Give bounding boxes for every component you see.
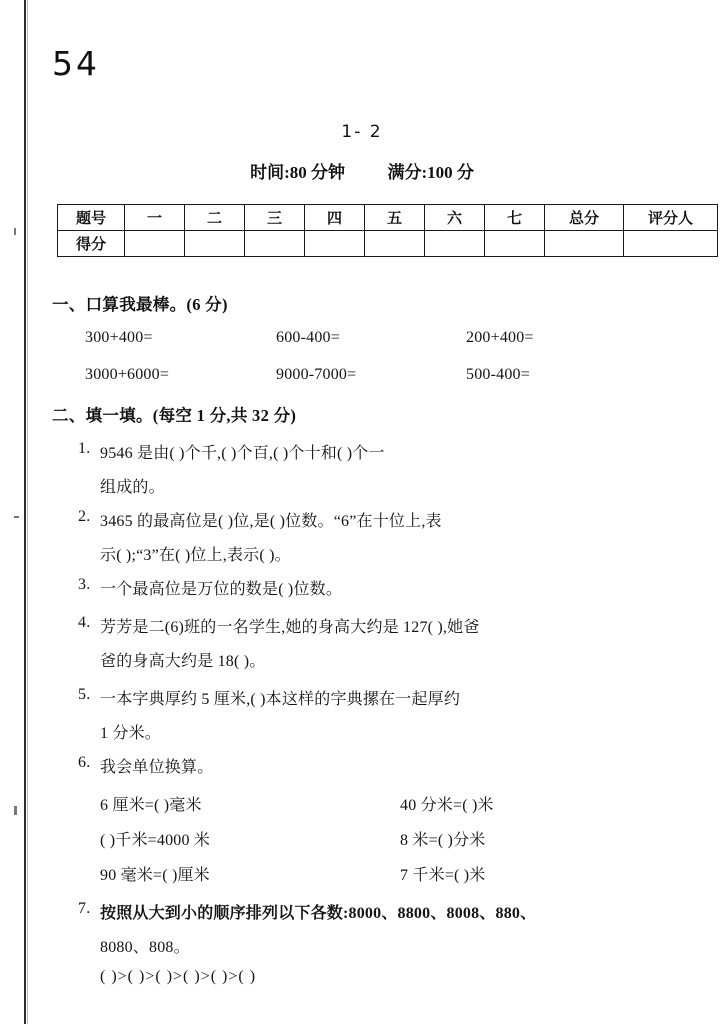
scan-binding-edge-shadow xyxy=(27,0,28,1024)
time-label: 时间:80 分钟 xyxy=(250,163,345,182)
question-1-number: 1. xyxy=(78,440,91,457)
question-7-number: 7. xyxy=(78,900,91,917)
question-6-line-1: 我会单位换算。 xyxy=(100,759,214,776)
full-score-label: 满分:100 分 xyxy=(387,163,474,182)
question-7-line-1: 按照从大到小的顺序排列以下各数:8000、8800、8008、880、 xyxy=(100,905,537,922)
section-heading-1: 一、口算我最棒。(6 分) xyxy=(52,295,228,314)
exam-meta xyxy=(0,158,724,183)
question-1-line-1: 9546 是由( )个千,( )个百,( )个十和( )个一 xyxy=(100,445,385,462)
section-heading-2: 二、填一填。(每空 1 分,共 32 分) xyxy=(52,406,297,425)
scan-speck xyxy=(14,516,19,518)
conversion-1-left: 6 厘米=( )毫米 xyxy=(100,797,202,814)
score-table-col-5: 五 xyxy=(365,205,425,231)
score-table-col-6: 六 xyxy=(425,205,485,231)
conversion-1-right: 40 分米=( )米 xyxy=(400,797,494,814)
question-2-line-2: 示( );“3”在( )位上,表示( )。 xyxy=(100,547,291,564)
score-cell-4[interactable] xyxy=(305,231,365,257)
question-6-number: 6. xyxy=(78,754,91,771)
score-cell-7[interactable] xyxy=(485,231,545,257)
conversion-3-right: 7 千米=( )米 xyxy=(400,867,486,884)
question-5-line-1: 一本字典厚约 5 厘米,( )本这样的字典摞在一起厚约 xyxy=(100,691,461,708)
question-2-number: 2. xyxy=(78,508,91,525)
score-table-score-row xyxy=(58,231,718,257)
score-table-col-4: 四 xyxy=(305,205,365,231)
score-table-row-label: 得分 xyxy=(58,231,125,257)
question-5-line-2: 1 分米。 xyxy=(100,725,162,742)
score-table-col-rater: 评分人 xyxy=(624,205,718,231)
page-number: 54 xyxy=(52,44,100,83)
score-cell-3[interactable] xyxy=(245,231,305,257)
oral-calc-2-3: 500-400= xyxy=(466,366,530,383)
scan-binding-edge xyxy=(24,0,26,1024)
question-5-number: 5. xyxy=(78,686,91,703)
oral-calc-1-2: 600-400= xyxy=(276,329,340,346)
score-cell-1[interactable] xyxy=(125,231,185,257)
score-table-col-7: 七 xyxy=(485,205,545,231)
question-7-line-2: 8080、808。 xyxy=(100,939,190,956)
oral-calc-2-2: 9000-7000= xyxy=(276,366,357,383)
question-7-line-3: ( )>( )>( )>( )>( )>( ) xyxy=(100,968,257,985)
oral-calc-1-1: 300+400= xyxy=(85,329,153,346)
scan-speck xyxy=(14,228,16,235)
score-table-row-label: 题号 xyxy=(58,205,125,231)
conversion-3-left: 90 毫米=( )厘米 xyxy=(100,867,210,884)
question-4-line-2: 爸的身高大约是 18( )。 xyxy=(100,653,266,670)
question-4-number: 4. xyxy=(78,614,91,631)
score-table-col-3: 三 xyxy=(245,205,305,231)
oral-calc-2-1: 3000+6000= xyxy=(85,366,170,383)
score-table xyxy=(57,204,718,257)
score-cell-6[interactable] xyxy=(425,231,485,257)
conversion-2-left: ( )千米=4000 米 xyxy=(100,832,211,849)
score-table-col-total: 总分 xyxy=(545,205,624,231)
score-cell-2[interactable] xyxy=(185,231,245,257)
score-cell-rater[interactable] xyxy=(624,231,718,257)
score-table-col-1: 一 xyxy=(125,205,185,231)
score-table-header-row xyxy=(58,205,718,231)
oral-calc-1-3: 200+400= xyxy=(466,329,534,346)
scan-speck xyxy=(14,806,17,815)
score-cell-total[interactable] xyxy=(545,231,624,257)
score-table-col-2: 二 xyxy=(185,205,245,231)
score-cell-5[interactable] xyxy=(365,231,425,257)
paper-code: 1- 2 xyxy=(341,122,383,142)
conversion-2-right: 8 米=( )分米 xyxy=(400,832,486,849)
question-3-number: 3. xyxy=(78,576,91,593)
question-4-line-1: 芳芳是二(6)班的一名学生,她的身高大约是 127( ),她爸 xyxy=(100,619,480,636)
question-2-line-1: 3465 的最高位是( )位,是( )位数。“6”在十位上,表 xyxy=(100,513,442,530)
question-3-line-1: 一个最高位是万位的数是( )位数。 xyxy=(100,581,343,598)
question-1-line-2: 组成的。 xyxy=(100,479,165,496)
